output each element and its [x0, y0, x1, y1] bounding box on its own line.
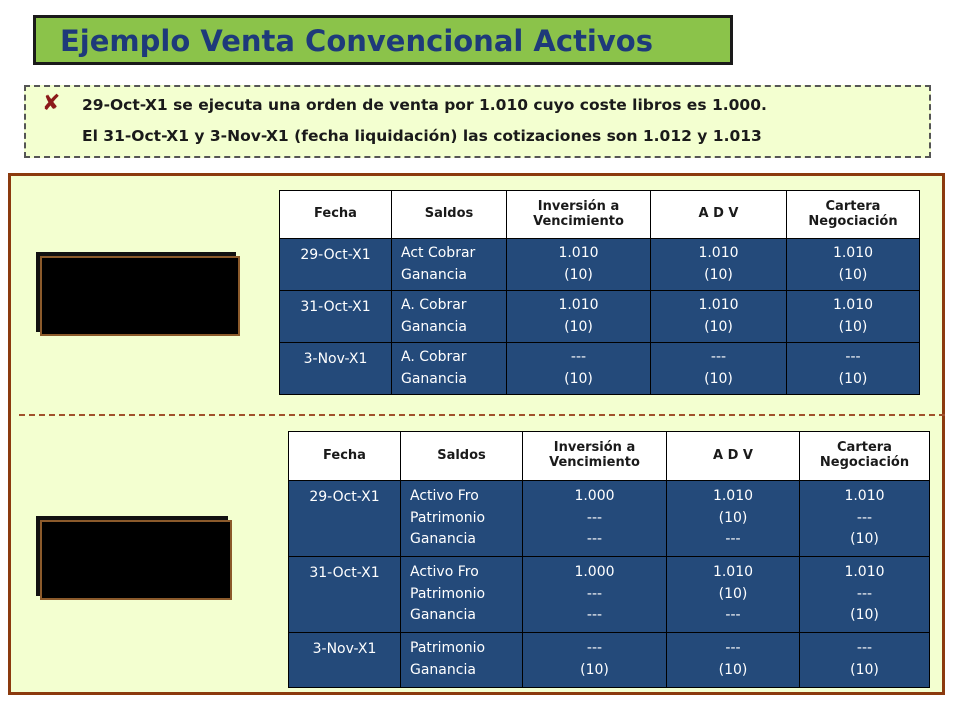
cell-inversion: [523, 633, 667, 688]
cell-saldos-line: Ganancia: [410, 662, 476, 678]
cell-adv: [667, 633, 800, 688]
cell-cartera-line: 1.010: [832, 296, 874, 313]
cell-inversion-line: 1.000: [574, 563, 615, 580]
cell-cartera-line: ---: [856, 509, 873, 526]
cell-adv-line: 1.010: [698, 296, 739, 313]
cell-adv-line: 1.010: [712, 563, 754, 580]
cell-cartera-line: (10): [850, 662, 879, 678]
cell-inversion-line: ---: [586, 640, 603, 657]
cell-saldos: [392, 239, 507, 291]
cell-fecha: 29-Oct-X1: [280, 239, 392, 291]
header-cartera-line2: Negociación: [808, 213, 898, 229]
header-cartera: [800, 432, 930, 481]
cell-fecha: 29-Oct-X1: [289, 481, 401, 557]
cell-saldos-line: Ganancia: [410, 531, 476, 548]
header-fecha: Fecha: [280, 191, 392, 239]
note-line-1: 29-Oct-X1 se ejecuta una orden de venta por 1.010 cuyo coste libros es 1.000.: [82, 96, 767, 114]
page-title: Ejemplo Venta Convencional Activos: [60, 24, 653, 58]
header-inversion-line2: Vencimiento: [549, 455, 640, 470]
cell-adv: [651, 291, 787, 343]
cell-adv-line: (10): [718, 662, 748, 678]
cell-adv-line: (10): [718, 509, 748, 526]
table-row: [289, 481, 930, 557]
cell-saldos-line: Ganancia: [410, 607, 476, 624]
note-box: [24, 85, 931, 158]
header-cartera-line1: Cartera: [825, 198, 881, 214]
cell-saldos-line: Patrimonio: [410, 509, 486, 526]
cell-inversion-line: 1.000: [574, 487, 615, 504]
cell-inversion-line: ---: [586, 509, 603, 526]
cell-inversion-line: ---: [586, 585, 603, 602]
cell-adv: [651, 239, 787, 291]
cell-cartera-line: 1.010: [832, 244, 874, 261]
table-row: [280, 239, 920, 291]
cell-inversion: [523, 557, 667, 633]
table-row: [289, 633, 930, 688]
cell-cartera-line: ---: [856, 585, 873, 602]
header-inversion: [507, 191, 651, 239]
cell-saldos-line: A. Cobrar: [401, 296, 467, 313]
cell-saldos-line: Activo Fro: [410, 563, 479, 580]
cell-saldos-line: Act Cobrar: [401, 244, 476, 261]
cell-cartera-line: (10): [838, 370, 868, 387]
redacted-box-top: [40, 256, 240, 336]
cell-inversion: [507, 239, 651, 291]
cell-adv-line: ---: [725, 640, 741, 657]
cell-inversion-line: (10): [564, 266, 593, 283]
cell-inversion-line: ---: [586, 531, 603, 548]
header-inversion-line2: Vencimiento: [533, 213, 624, 229]
cell-saldos-line: Ganancia: [401, 370, 467, 387]
cell-saldos: [392, 343, 507, 395]
cell-inversion-line: 1.010: [558, 244, 599, 261]
cell-cartera: [800, 481, 930, 557]
cell-cartera-line: (10): [850, 531, 879, 548]
cell-adv-line: ---: [725, 607, 741, 624]
cell-cartera: [787, 343, 920, 395]
header-saldos: Saldos: [401, 432, 523, 481]
cell-adv-line: (10): [704, 266, 733, 283]
cell-cartera-line: (10): [850, 607, 879, 624]
cell-fecha: 31-Oct-X1: [280, 291, 392, 343]
header-saldos: Saldos: [392, 191, 507, 239]
header-cartera-line1: Cartera: [837, 440, 892, 456]
cell-cartera-line: (10): [838, 266, 868, 283]
cell-adv: [667, 557, 800, 633]
cell-saldos-line: Ganancia: [401, 318, 467, 335]
header-inversion-line1: Inversión a: [553, 440, 636, 456]
header-adv: A D V: [651, 191, 787, 239]
cell-inversion-line: ---: [570, 348, 587, 365]
cell-inversion: [523, 481, 667, 557]
cell-cartera: [787, 291, 920, 343]
table-row: [280, 343, 920, 395]
table-header-row: [280, 191, 920, 239]
cell-saldos-line: A. Cobrar: [401, 348, 467, 365]
cell-cartera: [800, 633, 930, 688]
header-cartera-line2: Negociación: [819, 455, 910, 470]
table-header-row: [289, 432, 930, 481]
cell-inversion-line: ---: [586, 607, 603, 624]
cell-cartera-line: ---: [845, 348, 861, 365]
cell-cartera: [787, 239, 920, 291]
cell-saldos-line: Ganancia: [401, 266, 467, 283]
title-banner: [33, 15, 733, 65]
cell-cartera-line: 1.010: [844, 563, 885, 580]
cell-saldos: [401, 481, 523, 557]
cell-inversion-line: (10): [564, 318, 593, 335]
cell-adv-line: (10): [718, 585, 748, 602]
cell-inversion: [507, 343, 651, 395]
cell-inversion-line: 1.010: [558, 296, 599, 313]
header-adv: A D V: [667, 432, 800, 481]
note-line-2: El 31-Oct-X1 y 3-Nov-X1 (fecha liquidación) las cotizaciones son 1.012 y 1.013: [82, 127, 762, 145]
cell-cartera-line: (10): [838, 318, 868, 335]
table-1: [279, 190, 920, 395]
cell-saldos: [401, 633, 523, 688]
cell-adv: [667, 481, 800, 557]
cell-fecha: 3-Nov-X1: [280, 343, 392, 395]
cell-cartera: [800, 557, 930, 633]
cell-cartera-line: 1.010: [844, 487, 885, 504]
cell-saldos-line: Patrimonio: [410, 585, 486, 602]
cell-saldos-line: Patrimonio: [410, 640, 486, 657]
header-cartera: [787, 191, 920, 239]
cell-adv: [651, 343, 787, 395]
table-2: [288, 431, 930, 688]
header-inversion: [523, 432, 667, 481]
cell-adv-line: (10): [704, 318, 733, 335]
cell-saldos-line: Activo Fro: [410, 487, 479, 504]
cell-inversion-line: (10): [580, 662, 609, 678]
cell-saldos: [392, 291, 507, 343]
cell-adv-line: 1.010: [698, 244, 739, 261]
cell-fecha: 3-Nov-X1: [289, 633, 401, 688]
cell-cartera-line: ---: [856, 640, 873, 657]
cell-inversion-line: (10): [564, 370, 593, 387]
cell-adv-line: ---: [710, 348, 727, 365]
x-mark-icon: ✘: [42, 91, 61, 116]
cell-inversion: [507, 291, 651, 343]
cell-saldos: [401, 557, 523, 633]
table-row: [280, 291, 920, 343]
table-row: [289, 557, 930, 633]
section-divider: [19, 414, 945, 416]
header-fecha: Fecha: [289, 432, 401, 481]
cell-adv-line: 1.010: [712, 487, 754, 504]
redacted-box-bottom: [40, 520, 232, 600]
cell-fecha: 31-Oct-X1: [289, 557, 401, 633]
cell-adv-line: ---: [725, 531, 741, 548]
cell-adv-line: (10): [704, 370, 733, 387]
header-inversion-line1: Inversión a: [537, 198, 620, 214]
